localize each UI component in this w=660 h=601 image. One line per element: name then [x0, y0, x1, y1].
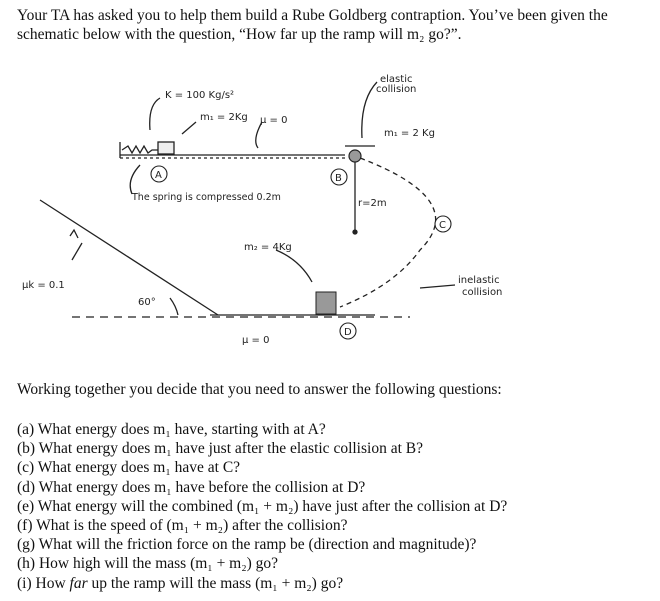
question-c: (c) What energy does m₁ have at C?: [17, 459, 241, 477]
mu-bottom-label: μ = 0: [242, 335, 270, 346]
radius-label: r=2m: [358, 198, 387, 209]
question-i: (i) How far up the ramp will the mass (m₁ + m₂) go?: [17, 574, 344, 592]
spring-note: The spring is compressed 0.2m: [132, 192, 281, 203]
inelastic-collision-label: collision: [462, 287, 503, 298]
question-d: (d) What energy does m₁ have before the collision at D?: [17, 478, 366, 496]
question-b: (b) What energy does m₁ have just after the elastic collision at B?: [17, 440, 423, 458]
angle-label: 60°: [138, 297, 156, 308]
mass-m1-a: [158, 142, 174, 154]
question-h: (h) How high will the mass (m₁ + m₂) go?: [17, 555, 279, 573]
label-c: C: [439, 220, 446, 231]
m2-label: m₂ = 4Kg: [244, 242, 292, 253]
label-d: D: [344, 327, 352, 338]
ramp: [40, 200, 218, 315]
m1-top-label: m₁ = 2Kg: [200, 112, 248, 123]
mass-m2: [316, 292, 336, 314]
elastic-collision-label: collision: [376, 84, 417, 95]
question-g: (g) What will the friction force on the ramp be (direction and magnitude)?: [17, 536, 477, 554]
m1-right-label: m₁ = 2 Kg: [384, 128, 435, 139]
mu-k-label: μk = 0.1: [22, 280, 65, 291]
elastic-label: elastic: [380, 74, 413, 85]
intro-line-1: Your TA has asked you to help them build a Rube Goldberg contraption. You’ve been given the: [17, 7, 608, 24]
label-a: A: [155, 170, 162, 181]
mass-m1-b: [349, 150, 361, 162]
intro-line-2: schematic below with the question, “How far up the ramp will m₂ go?”.: [17, 26, 462, 43]
label-b: B: [335, 173, 342, 184]
inelastic-label: inelastic: [458, 275, 500, 286]
question-f: (f) What is the speed of (m₁ + m₂) after the collision?: [17, 517, 348, 535]
pendulum-pivot: [353, 230, 357, 234]
question-a: (a) What energy does m₁ have, starting with at A?: [17, 421, 326, 438]
questions-heading: Working together you decide that you need to answer the following questions:: [17, 381, 502, 398]
spring-constant-label: K = 100 Kg/s²: [165, 90, 235, 101]
mu-top-label: μ = 0: [260, 115, 288, 126]
intro-text: [17, 6, 657, 44]
question-list: [17, 420, 507, 593]
question-e: (e) What energy will the combined (m₁ + m₂) have just after the collision at D?: [17, 497, 508, 515]
question-i-emphasis: far: [69, 574, 88, 592]
spring: [122, 146, 158, 153]
rube-goldberg-schematic: [0, 60, 540, 360]
